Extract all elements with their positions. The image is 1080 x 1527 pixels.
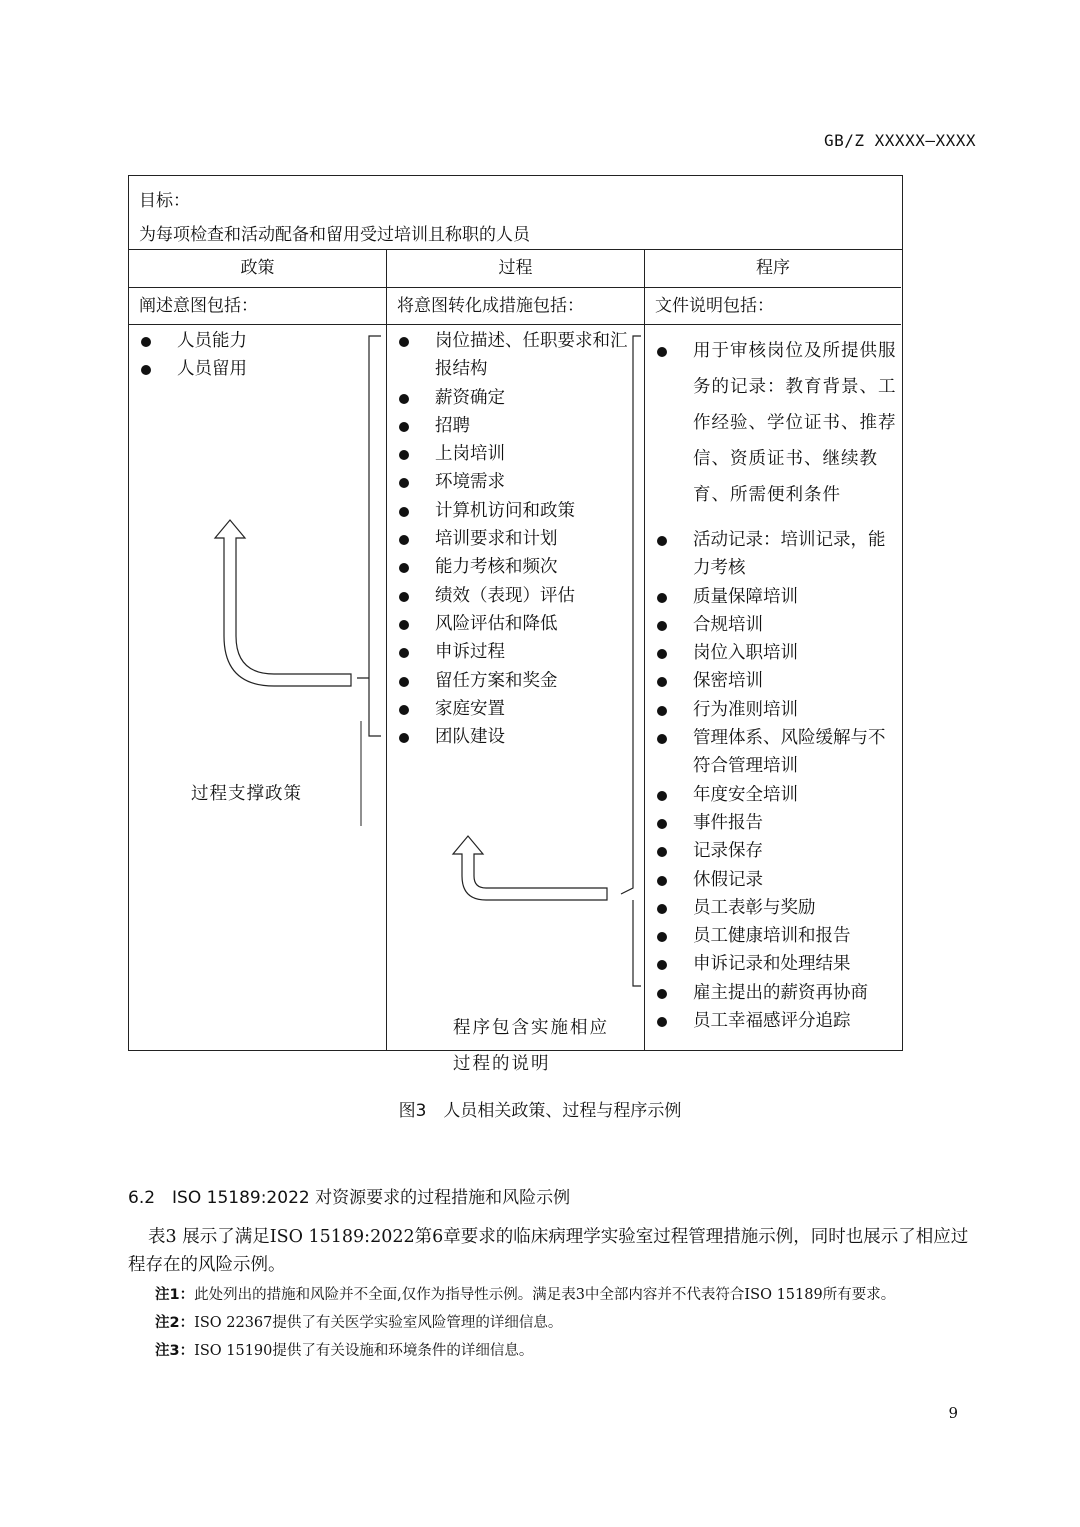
list-item: 事件报告 xyxy=(655,809,901,837)
list-item: 员工幸福感评分追踪 xyxy=(655,1007,901,1035)
brace-procedure xyxy=(621,336,641,986)
list-item: 风险评估和降低 xyxy=(397,610,644,638)
policy-subheader: 阐述意图包括： xyxy=(129,288,386,325)
list-item: 质量保障培训 xyxy=(655,583,901,611)
list-item: 留任方案和奖金 xyxy=(397,667,644,695)
section-paragraph: 表3 展示了满足ISO 15189:2022第6章要求的临床病理学实验室过程管理措施示例，同时也展示了相应过程存在的风险示例。 xyxy=(128,1227,969,1275)
up-arrow-policy-body xyxy=(215,520,351,686)
document-code: GB/Z XXXXX—XXXX xyxy=(824,131,976,150)
list-item: 申诉过程 xyxy=(397,638,644,666)
arrow-note-procedure-contains-process: 程序包含实施相应过程的说明 xyxy=(453,1018,609,1074)
list-item: 人员能力 xyxy=(139,327,386,355)
procedure-header: 程序 xyxy=(645,250,901,288)
list-item: 活动记录：培训记录，能力考核 xyxy=(655,526,901,583)
procedure-subheader: 文件说明包括： xyxy=(645,288,901,325)
process-header: 过程 xyxy=(387,250,644,288)
list-item: 能力考核和频次 xyxy=(397,553,644,581)
list-item: 记录保存 xyxy=(655,837,901,865)
goal-label: 目标： xyxy=(139,191,190,211)
goal-text: 为每项检查和活动配备和留用受过培训且称职的人员 xyxy=(139,225,530,245)
figure-arrows-overlay xyxy=(129,176,904,1052)
process-subheader: 将意图转化成措施包括： xyxy=(387,288,644,325)
up-arrow-process-body xyxy=(453,836,607,900)
list-item: 岗位描述、任职要求和汇报结构 xyxy=(397,327,644,384)
list-item: 计算机访问和政策 xyxy=(397,497,644,525)
arrow-note-process-supports-policy: 过程支撑政策 xyxy=(191,784,302,804)
list-item: 岗位入职培训 xyxy=(655,639,901,667)
list-item: 环境需求 xyxy=(397,468,644,496)
list-item: 培训要求和计划 xyxy=(397,525,644,553)
list-item: 绩效（表现）评估 xyxy=(397,582,644,610)
note-1: 注1：此处列出的措施和风险并不全面,仅作为指导性示例。满足表3中全部内容并不代表符合ISO 15189所有要求。 xyxy=(155,1287,896,1303)
list-item: 保密培训 xyxy=(655,667,901,695)
figure-caption: 图3 人员相关政策、过程与程序示例 xyxy=(398,1101,682,1121)
list-item: 合规培训 xyxy=(655,611,901,639)
list-item: 雇主提出的薪资再协商 xyxy=(655,979,901,1007)
policy-header: 政策 xyxy=(129,250,386,288)
list-item: 管理体系、风险缓解与不符合管理培训 xyxy=(655,724,901,781)
list-item: 员工表彰与奖励 xyxy=(655,894,901,922)
list-item: 人员留用 xyxy=(139,355,386,383)
list-item: 招聘 xyxy=(397,412,644,440)
list-item: 薪资确定 xyxy=(397,384,644,412)
brace-process xyxy=(357,336,381,736)
list-item: 年度安全培训 xyxy=(655,781,901,809)
page-number: 9 xyxy=(948,1404,958,1422)
list-item: 上岗培训 xyxy=(397,440,644,468)
section-heading: 6.2 ISO 15189:2022 对资源要求的过程措施和风险示例 xyxy=(128,1188,571,1208)
note-3: 注3：ISO 15190提供了有关设施和环境条件的详细信息。 xyxy=(155,1343,534,1359)
figure-3-table xyxy=(128,175,903,1074)
list-item: 员工健康培训和报告 xyxy=(655,922,901,950)
list-item: 休假记录 xyxy=(655,866,901,894)
list-item: 行为准则培训 xyxy=(655,696,901,724)
list-item: 申诉记录和处理结果 xyxy=(655,950,901,978)
list-item: 团队建设 xyxy=(397,723,644,751)
note-2: 注2：ISO 22367提供了有关医学实验室风险管理的详细信息。 xyxy=(155,1315,563,1331)
list-item: 用于审核岗位及所提供服务的记录：教育背景、工作经验、学位证书、推荐信、资质证书、继续教育、所需便利条件 xyxy=(655,333,901,513)
list-item: 家庭安置 xyxy=(397,695,644,723)
